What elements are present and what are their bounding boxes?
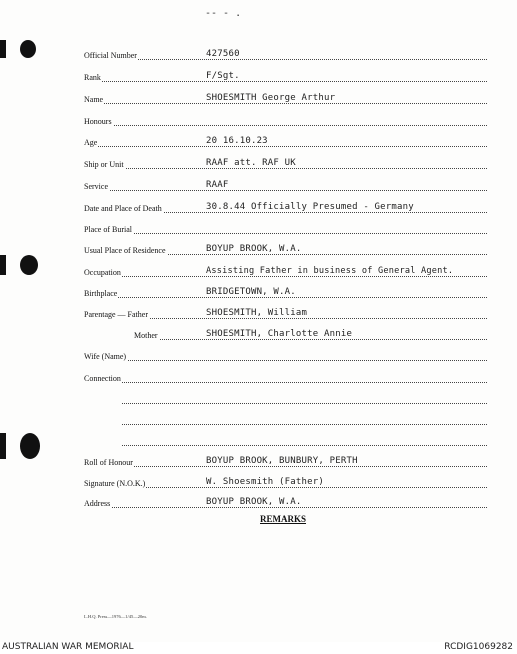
field-value: BOYUP BROOK, W.A. [206,244,302,254]
dotted-line [84,168,487,169]
field-official-number [0,44,517,62]
field-value: W. Shoesmith (Father) [206,477,324,487]
field-name [0,88,517,106]
field-signature-nok [0,472,517,490]
field-label: Parentage — Father [84,310,148,319]
record-id: RCDIG1069282 [444,642,513,652]
field-value: 30.8.44 Officially Presumed - Germany [206,202,414,212]
field-label: Ship or Unit [84,160,124,169]
field-value: F/Sgt. [206,71,240,81]
field-label: Honours [84,117,112,126]
field-wife [0,345,517,363]
field-value: RAAF [206,180,229,190]
dotted-line [84,103,487,104]
field-value: RAAF att. RAF UK [206,158,296,168]
connection-line [0,388,517,406]
field-birthplace [0,282,517,300]
field-label: Date and Place of Death [84,204,162,213]
dotted-line [84,59,487,60]
dotted-line [84,297,487,298]
field-label: Place of Burial [84,225,132,234]
field-label: Signature (N.O.K.) [84,479,146,488]
field-age [0,131,517,149]
field-label: Mother [134,331,158,340]
field-address [0,492,517,510]
remarks-heading: REMARKS [260,514,307,524]
field-label: Roll of Honour [84,458,133,467]
archive-footer [0,642,517,654]
field-label: Address [84,499,111,508]
dotted-line [84,125,487,126]
dotted-line [84,360,487,361]
field-label: Rank [84,73,101,82]
field-place-of-burial [0,218,517,236]
field-value: Assisting Father in business of General Agent. [206,266,454,276]
field-value: 427560 [206,49,240,59]
field-ship-or-unit [0,153,517,171]
field-label: Age [84,138,98,147]
field-value: BOYUP BROOK, BUNBURY, PERTH [206,456,358,466]
field-honours [0,110,517,128]
archive-name: AUSTRALIAN WAR MEMORIAL [2,642,134,652]
field-value: SHOESMITH George Arthur [206,93,336,103]
dotted-line [84,233,487,234]
dotted-line [84,276,487,277]
dotted-line [84,466,487,467]
field-occupation [0,261,517,279]
field-service [0,175,517,193]
field-value: 20 16.10.23 [206,136,268,146]
field-label: Official Number [84,51,137,60]
field-rank [0,66,517,84]
header-mark: -- - . [205,8,242,19]
connection-line [0,409,517,427]
field-mother [0,324,517,342]
dotted-line [84,382,487,383]
field-label: Connection [84,374,121,383]
field-label: Name [84,95,104,104]
dotted-line [122,424,487,425]
dotted-line [122,445,487,446]
field-value: SHOESMITH, Charlotte Annie [206,329,353,339]
printer-note: L.H.Q. Press—1976—1/45—20m. [84,614,147,619]
field-value: SHOESMITH, William [206,308,308,318]
field-connection [0,367,517,385]
field-roll-of-honour [0,451,517,469]
field-parentage-father [0,303,517,321]
field-value: BOYUP BROOK, W.A. [206,497,302,507]
dotted-line [122,403,487,404]
field-usual-residence [0,239,517,257]
field-label: Service [84,182,108,191]
field-label: Usual Place of Residence [84,246,166,255]
field-value: BRIDGETOWN, W.A. [206,287,296,297]
field-label: Occupation [84,268,121,277]
dotted-line [84,507,487,508]
dotted-line [84,190,487,191]
dotted-line [84,81,487,82]
field-label: Wife (Name) [84,352,127,361]
connection-line [0,430,517,448]
field-date-place-death [0,197,517,215]
dotted-line [84,146,487,147]
field-label: Birthplace [84,289,118,298]
dotted-line [134,339,487,340]
